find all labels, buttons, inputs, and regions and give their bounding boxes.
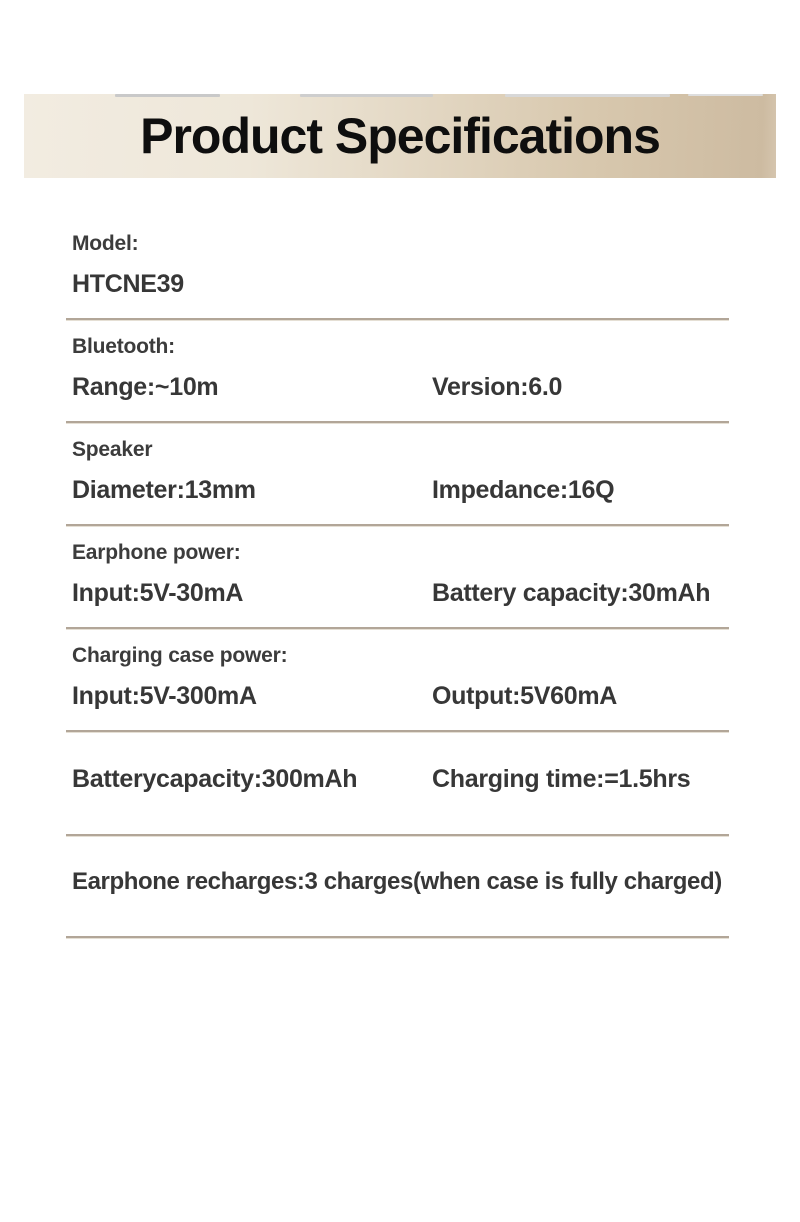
spec-value-model-number: HTCNE39 [72, 270, 184, 298]
spec-label-charging-case-power: Charging case power: [72, 644, 288, 667]
spec-list [66, 178, 729, 938]
spec-values-model [66, 269, 729, 299]
spec-value-case-battery-capacity: Batterycapacity:300mAh [72, 765, 358, 793]
spec-section-recharges [66, 867, 729, 938]
spec-label-bluetooth: Bluetooth: [72, 335, 175, 358]
spec-value-earphone-input: Input:5V-30mA [72, 579, 244, 607]
spec-section-charging-case-power [66, 629, 729, 732]
spec-label-earphone-power: Earphone power: [72, 541, 241, 564]
spec-section-bluetooth [66, 320, 729, 423]
spec-section-case-battery [66, 764, 729, 836]
section-divider [66, 730, 729, 732]
cropped-text-artifacts [0, 94, 800, 98]
spec-value-speaker-diameter: Diameter:13mm [72, 476, 256, 504]
page-title: Product Specifications [140, 108, 660, 164]
section-divider [66, 936, 729, 938]
spec-values-earphone-power [66, 578, 729, 608]
spec-value-charging-time: Charging time:=1.5hrs [432, 765, 691, 793]
spec-label-model: Model: [72, 232, 139, 255]
spec-value-speaker-impedance: Impedance:16Q [432, 476, 615, 504]
spec-section-earphone-power [66, 526, 729, 629]
cropped-text-artifact [115, 94, 220, 97]
spec-values-speaker [66, 475, 729, 505]
cropped-text-artifact [300, 94, 433, 97]
cropped-text-artifact [505, 94, 670, 97]
spec-value-bluetooth-range: Range:~10m [72, 373, 219, 401]
section-divider [66, 834, 729, 836]
spec-values-charging-case-power [66, 681, 729, 711]
spec-value-earphone-recharges: Earphone recharges:3 charges(when case is fully charged) [72, 868, 722, 895]
spec-values-recharges [66, 867, 729, 897]
cropped-text-artifact [688, 94, 763, 96]
spec-value-case-input: Input:5V-300mA [72, 682, 257, 710]
spec-label-speaker: Speaker [72, 438, 153, 461]
spec-section-model [66, 178, 729, 320]
spec-values-bluetooth [66, 372, 729, 402]
spec-value-case-output: Output:5V60mA [432, 682, 618, 710]
spec-section-speaker [66, 423, 729, 526]
spec-values-case-battery [66, 764, 729, 794]
title-banner [24, 94, 776, 178]
spec-value-earphone-battery-capacity: Battery capacity:30mAh [432, 579, 711, 607]
spec-value-bluetooth-version: Version:6.0 [432, 373, 563, 401]
